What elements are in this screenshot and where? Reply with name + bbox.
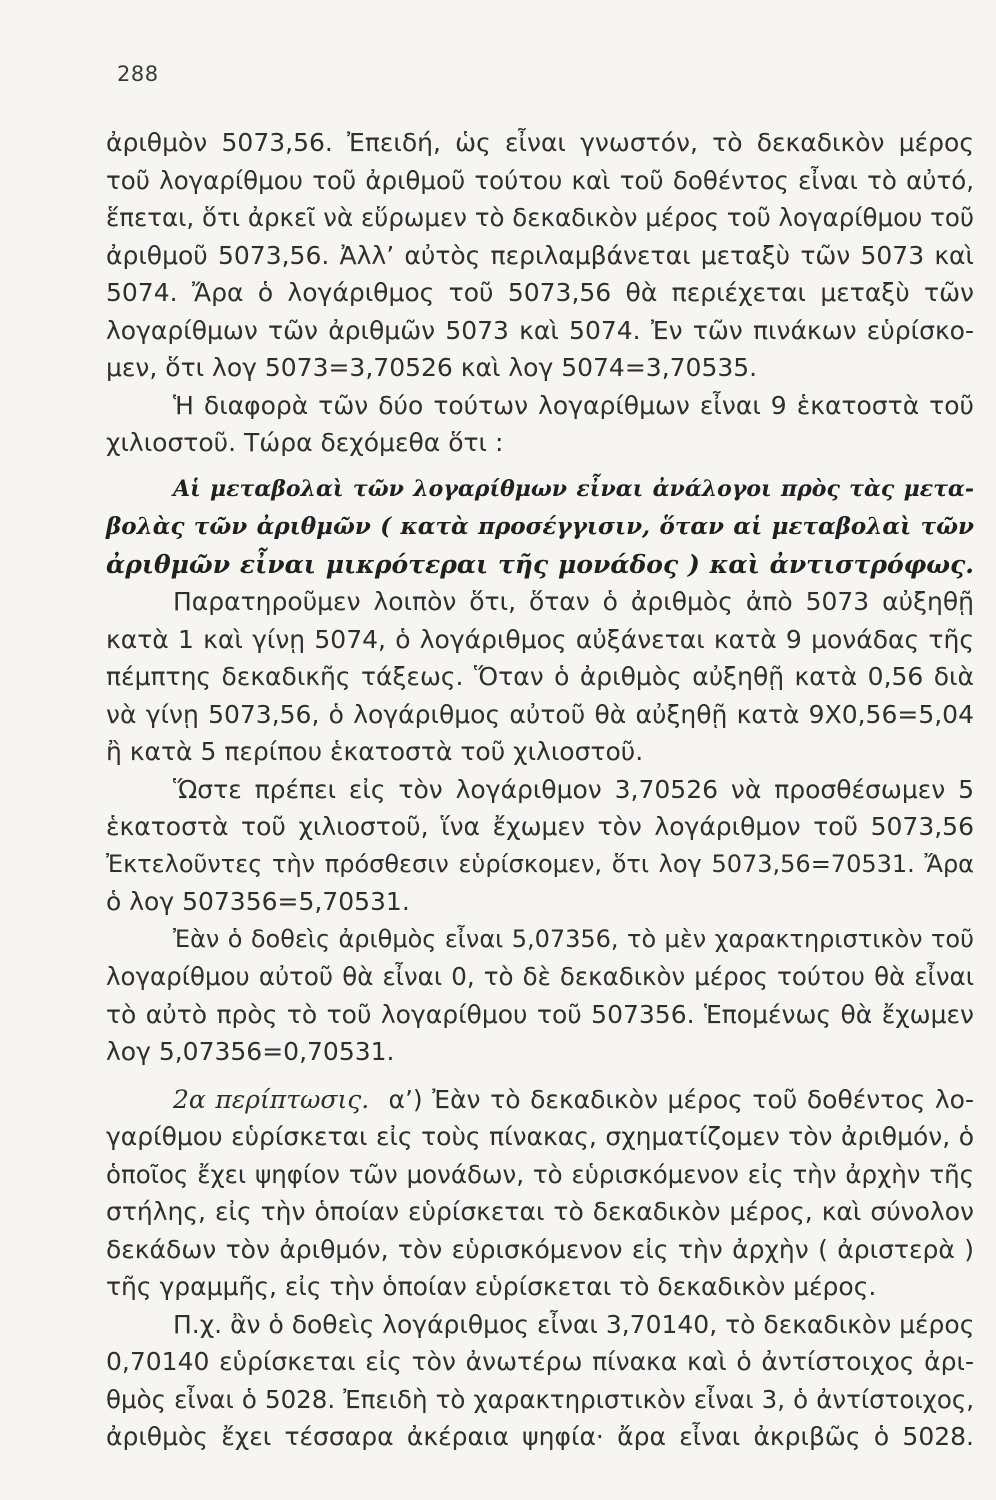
rule-statement-line: Αἱ μεταβολαὶ τῶν λογαρίθμων εἶναι ἀνάλογοι πρὸς τὰς μετα-	[173, 475, 974, 502]
rule-statement-line: ἀριθμῶν εἶναι μικρότεραι τῆς μονάδος ) καὶ ἀντιστρόφως.	[106, 549, 974, 579]
text-line: Ἡ διαφορὰ τῶν δύο τούτων λογαρίθμων εἶναι 9 ἑκατοστὰ τοῦ	[173, 390, 974, 420]
text-line: χιλιοστοῦ. Τώρα δεχόμεθα ὅτι :	[106, 428, 504, 457]
text-line: τῆς γραμμῆς, εἰς τὴν ὁποίαν εὑρίσκεται τὸ δεκαδικὸν μέρος.	[106, 1272, 877, 1301]
text-line: Ἐκτελοῦντες τὴν πρόσθεσιν εὑρίσκομεν, ὅτι λογ 5073,56=70531. Ἄρα	[106, 849, 974, 878]
case-heading-line	[106, 1081, 974, 1119]
text-line: Ἐὰν ὁ δοθεὶς ἀριθμὸς εἶναι 5,07356, τὸ μὲν χαρακτηριστικὸν τοῦ	[173, 924, 974, 953]
case-heading-text: α’) Ἐὰν τὸ δεκαδικὸν μέρος τοῦ δοθέντος λο-	[388, 1084, 974, 1114]
case-label: 2α περίπτωσις.	[173, 1084, 370, 1114]
text-line: ἀριθμὸν 5073,56. Ἐπειδή, ὡς εἶναι γνωστόν, τὸ δεκαδικὸν μέρος	[106, 128, 974, 157]
text-line: νὰ γίνῃ 5073,56, ὁ λογάριθμος αὐτοῦ θὰ αὐξηθῇ κατὰ 9Χ0,56=5,04	[106, 699, 974, 729]
text-line: τὸ αὐτὸ πρὸς τὸ τοῦ λογαρίθμου τοῦ 507356. Ἑπομένως θὰ ἔχωμεν	[106, 999, 974, 1029]
text-line: τοῦ λογαρίθμου τοῦ ἀριθμοῦ τούτου καὶ τοῦ δοθέντος εἶναι τὸ αὐτό,	[106, 165, 974, 195]
text-line: ὁ λογ 507356=5,70531.	[106, 887, 410, 916]
text-line: Παρατηροῦμεν λοιπὸν ὅτι, ὅταν ὁ ἀριθμὸς ἀπὸ 5073 αὐξηθῇ	[173, 587, 974, 616]
text-line: Ὥστε πρέπει εἰς τὸν λογάριθμον 3,70526 νὰ προσθέσωμεν 5	[173, 774, 974, 804]
rule-statement-line: βολὰς τῶν ἀριθμῶν ( κατὰ προσέγγισιν, ὅταν αἱ μεταβολαὶ τῶν	[106, 513, 974, 540]
page-number: 288	[117, 62, 159, 86]
text-line: θμὸς εἶναι ὁ 5028. Ἐπειδὴ τὸ χαρακτηριστικὸν εἶναι 3, ὁ ἀντίστοιχος,	[106, 1384, 974, 1414]
text-line: λογ 5,07356=0,70531.	[106, 1037, 395, 1066]
text-line: ὁποῖος ἔχει ψηφίον τῶν μονάδων, τὸ εὑρισκόμενον εἰς τὴν ἀρχὴν τῆς	[106, 1159, 974, 1189]
text-line: λογαρίθμου αὐτοῦ θὰ εἶναι 0, τὸ δὲ δεκαδικὸν μέρος τούτου θὰ εἶναι	[106, 962, 974, 991]
text-line: πέμπτης δεκαδικῆς τάξεως. Ὅταν ὁ ἀριθμὸς αὐξηθῇ κατὰ 0,56 διὰ	[106, 662, 974, 691]
text-line: ἀριθμοῦ 5073,56. Ἀλλ’ αὐτὸς περιλαμβάνεται μεταξὺ τῶν 5073 καὶ	[106, 240, 974, 270]
text-line: στήλης, εἰς τὴν ὁποίαν εὑρίσκεται τὸ δεκαδικὸν μέρος, καὶ σύνολον	[106, 1197, 974, 1226]
text-line: Π.χ. ἂν ὁ δοθεὶς λογάριθμος εἶναι 3,70140, τὸ δεκαδικὸν μέρος	[173, 1309, 975, 1339]
text-line: 5074. Ἄρα ὁ λογάριθμος τοῦ 5073,56 θὰ περιέχεται μεταξὺ τῶν	[106, 278, 974, 307]
text-line: μεν, ὅτι λογ 5073=3,70526 καὶ λογ 5074=3,70535.	[106, 353, 758, 382]
text-line: λογαρίθμων τῶν ἀριθμῶν 5073 καὶ 5074. Ἐν τῶν πινάκων εὑρίσκο-	[106, 315, 974, 345]
text-line: ἀριθμὸς ἔχει τέσσαρα ἀκέραια ψηφία· ἄρα εἶναι ἀκριβῶς ὁ 5028.	[106, 1422, 974, 1451]
text-line: κατὰ 1 καὶ γίνῃ 5074, ὁ λογάριθμος αὐξάνεται κατὰ 9 μονάδας τῆς	[106, 624, 974, 654]
text-line: ἢ κατὰ 5 περίπου ἑκατοστὰ τοῦ χιλιοστοῦ.	[106, 737, 644, 766]
page-text	[106, 124, 974, 1456]
text-line: ἑκατοστὰ τοῦ χιλιοστοῦ, ἵνα ἔχωμεν τὸν λογάριθμον τοῦ 5073,56	[106, 812, 974, 841]
text-line: ἕπεται, ὅτι ἀρκεῖ νὰ εὕρωμεν τὸ δεκαδικὸν μέρος τοῦ λογαρίθμου τοῦ	[106, 203, 974, 232]
text-line: δεκάδων τὸν ἀριθμόν, τὸν εὑρισκόμενον εἰς τὴν ἀρχὴν ( ἀριστερὰ )	[106, 1234, 974, 1264]
text-line: 0,70140 εὑρίσκεται εἰς τὸν ἀνωτέρω πίνακα καὶ ὁ ἀντίστοιχος ἀρι-	[106, 1347, 974, 1376]
text-line: γαρίθμου εὑρίσκεται εἰς τοὺς πίνακας, σχηματίζομεν τὸν ἀριθμόν, ὁ	[106, 1122, 974, 1151]
